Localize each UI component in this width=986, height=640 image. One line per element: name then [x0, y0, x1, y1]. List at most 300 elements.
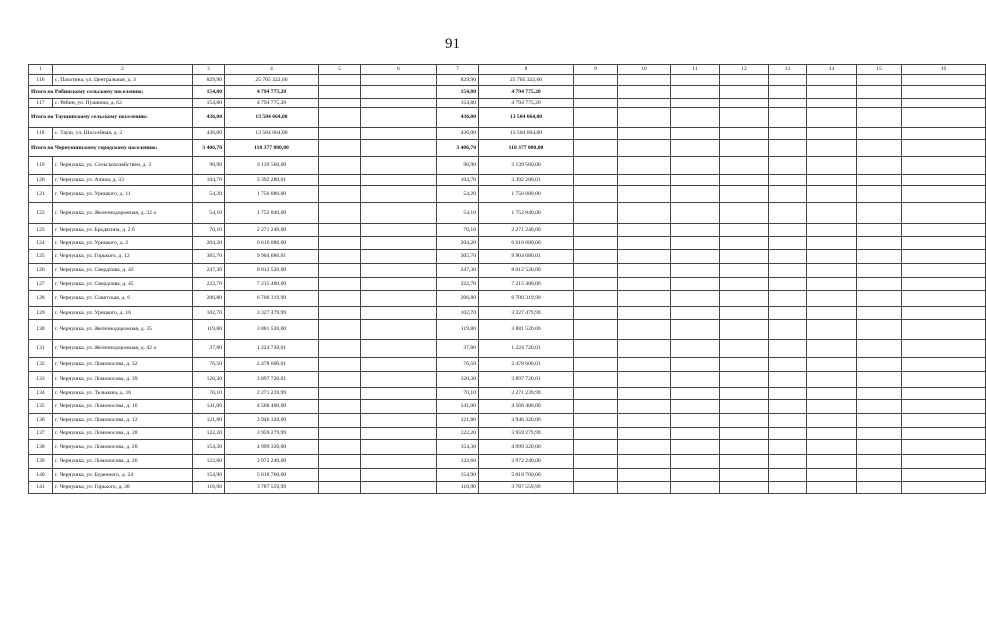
empty-cell: [720, 99, 769, 108]
empty-cell: [618, 358, 671, 372]
area-cell: 96,90: [193, 157, 225, 175]
area-total-cell: 104,70: [437, 175, 479, 186]
empty-cell: [618, 400, 671, 414]
empty-cell: [807, 186, 857, 203]
empty-cell: [361, 340, 437, 358]
table-row: [29, 388, 986, 400]
table-row: [29, 264, 986, 278]
cost-total-cell: 1 752 840,00: [479, 203, 574, 224]
empty-cell: [902, 372, 986, 388]
cost-total-cell: 3 946 320,00: [479, 414, 574, 428]
empty-cell: [618, 99, 671, 108]
empty-cell: [574, 291, 618, 307]
empty-cell: [574, 440, 618, 455]
cost-total-cell: 4 568 400,00: [479, 400, 574, 414]
empty-cell: [807, 388, 857, 400]
empty-cell: [319, 175, 361, 186]
table-row: [29, 175, 986, 186]
empty-cell: [857, 340, 902, 358]
cost-cell: 9 904 680,01: [225, 250, 319, 264]
empty-cell: [902, 86, 986, 99]
area-total-cell: 154,80: [437, 99, 479, 108]
cost-cell: 8 012 520,00: [225, 264, 319, 278]
column-number-cell: 1: [29, 65, 53, 75]
empty-cell: [361, 358, 437, 372]
address-cell: г. Чернушка, ул. Железнодорожная, д. 42 а: [53, 340, 193, 358]
empty-cell: [671, 128, 720, 140]
cost-cell: 3 959 279,99: [225, 428, 319, 440]
area-total-cell: 54,10: [437, 203, 479, 224]
empty-cell: [857, 388, 902, 400]
cost-total-cell: 3 959 279,99: [479, 428, 574, 440]
empty-cell: [769, 86, 807, 99]
cost-cell: 3 787 559,99: [225, 482, 319, 494]
address-cell: г. Чернушка, ул. Ломоносова, д. 32: [53, 358, 193, 372]
empty-cell: [319, 307, 361, 320]
empty-cell: [720, 224, 769, 237]
area-cell: 122,60: [193, 455, 225, 469]
empty-cell: [769, 203, 807, 224]
empty-cell: [902, 203, 986, 224]
address-cell: г. Чернушка, ул. Свердлова, д. 45: [53, 278, 193, 291]
table-row: [29, 340, 986, 358]
empty-cell: [319, 250, 361, 264]
subtotal-label-cell: Итого по Чернушинскому городскому поселению:: [29, 140, 193, 157]
address-cell: г. Чернушка, ул. Ломоносова, д. 28: [53, 428, 193, 440]
empty-cell: [720, 482, 769, 494]
column-number-cell: 9: [574, 65, 618, 75]
area-total-cell: 70,10: [437, 224, 479, 237]
empty-cell: [574, 99, 618, 108]
row-number-cell: 118: [29, 128, 53, 140]
empty-cell: [857, 237, 902, 250]
address-cell: г. Чернушка, ул. Ачина, д. 33: [53, 175, 193, 186]
empty-cell: [671, 75, 720, 86]
empty-cell: [720, 340, 769, 358]
empty-cell: [857, 291, 902, 307]
empty-cell: [769, 372, 807, 388]
empty-cell: [671, 372, 720, 388]
empty-cell: [319, 469, 361, 482]
cost-total-cell: 5 018 760,00: [479, 469, 574, 482]
cost-cell: 3 327 479,99: [225, 307, 319, 320]
empty-cell: [807, 469, 857, 482]
empty-cell: [769, 224, 807, 237]
empty-cell: [574, 108, 618, 128]
empty-cell: [361, 264, 437, 278]
empty-cell: [857, 358, 902, 372]
empty-cell: [807, 108, 857, 128]
row-number-cell: 128: [29, 291, 53, 307]
address-cell: с. Пахотина, ул. Центральная, д. 3: [53, 75, 193, 86]
empty-cell: [361, 250, 437, 264]
empty-cell: [807, 75, 857, 86]
area-cell: 120,30: [193, 372, 225, 388]
empty-cell: [319, 388, 361, 400]
cost-cell: 110 377 080,00: [225, 140, 319, 157]
empty-cell: [769, 186, 807, 203]
empty-cell: [769, 108, 807, 128]
cost-total-cell: 8 012 520,00: [479, 264, 574, 278]
subtotal-label-cell: Итого по Таушинскому сельскому поселению:: [29, 108, 193, 128]
empty-cell: [902, 108, 986, 128]
empty-cell: [319, 440, 361, 455]
area-total-cell: 119,80: [437, 320, 479, 340]
empty-cell: [361, 400, 437, 414]
table-row: [29, 320, 986, 340]
empty-cell: [618, 372, 671, 388]
empty-cell: [319, 203, 361, 224]
area-cell: 305,70: [193, 250, 225, 264]
column-number-cell: 13: [769, 65, 807, 75]
empty-cell: [807, 400, 857, 414]
cost-cell: 4 794 775,20: [225, 99, 319, 108]
empty-cell: [618, 203, 671, 224]
area-total-cell: 204,20: [437, 237, 479, 250]
empty-cell: [361, 237, 437, 250]
empty-cell: [574, 358, 618, 372]
row-number-cell: 129: [29, 307, 53, 320]
cost-total-cell: 3 972 240,00: [479, 455, 574, 469]
empty-cell: [671, 482, 720, 494]
address-cell: г. Чернушка, ул. Ломоносова, д. 20: [53, 440, 193, 455]
empty-cell: [618, 264, 671, 278]
row-number-cell: 126: [29, 264, 53, 278]
empty-cell: [902, 358, 986, 372]
empty-cell: [902, 428, 986, 440]
empty-cell: [574, 482, 618, 494]
area-cell: 154,80: [193, 99, 225, 108]
area-total-cell: 121,80: [437, 414, 479, 428]
empty-cell: [618, 291, 671, 307]
row-number-cell: 136: [29, 414, 53, 428]
empty-cell: [807, 157, 857, 175]
cost-total-cell: 13 504 664,00: [479, 108, 574, 128]
cost-total-cell: 4 794 775,20: [479, 99, 574, 108]
empty-cell: [319, 237, 361, 250]
address-cell: г. Чернушка, ул. Железнодорожная, д. 32 а: [53, 203, 193, 224]
cost-cell: 3 897 720,01: [225, 372, 319, 388]
empty-cell: [807, 99, 857, 108]
empty-cell: [720, 358, 769, 372]
table-row: [29, 237, 986, 250]
area-cell: 3 406,70: [193, 140, 225, 157]
empty-cell: [618, 414, 671, 428]
empty-cell: [769, 175, 807, 186]
cost-cell: 25 705 322,60: [225, 75, 319, 86]
cost-cell: 4 999 320,00: [225, 440, 319, 455]
empty-cell: [361, 175, 437, 186]
empty-cell: [857, 428, 902, 440]
empty-cell: [902, 140, 986, 157]
area-total-cell: 70,10: [437, 388, 479, 400]
cost-cell: 2 478 600,01: [225, 358, 319, 372]
column-number-cell: 8: [479, 65, 574, 75]
empty-cell: [671, 224, 720, 237]
cost-total-cell: 3 327 479,99: [479, 307, 574, 320]
address-cell: г. Чернушка, ул. Ломоносова, д. 12: [53, 414, 193, 428]
empty-cell: [807, 455, 857, 469]
empty-cell: [574, 186, 618, 203]
row-number-cell: 139: [29, 455, 53, 469]
empty-cell: [671, 250, 720, 264]
cost-cell: 7 215 480,00: [225, 278, 319, 291]
empty-cell: [671, 414, 720, 428]
table-row: [29, 291, 986, 307]
empty-cell: [361, 128, 437, 140]
empty-cell: [618, 186, 671, 203]
empty-cell: [720, 75, 769, 86]
empty-cell: [902, 469, 986, 482]
empty-cell: [618, 340, 671, 358]
area-total-cell: 122,20: [437, 428, 479, 440]
cost-cell: 5 018 760,00: [225, 469, 319, 482]
empty-cell: [769, 469, 807, 482]
cost-cell: 1 752 840,00: [225, 203, 319, 224]
empty-cell: [857, 320, 902, 340]
table-row: [29, 203, 986, 224]
empty-cell: [902, 307, 986, 320]
empty-cell: [720, 400, 769, 414]
empty-cell: [857, 203, 902, 224]
empty-cell: [902, 250, 986, 264]
empty-cell: [769, 340, 807, 358]
empty-cell: [671, 400, 720, 414]
empty-cell: [671, 157, 720, 175]
address-cell: с. Тауш, ул. Шоссейная, д. 2: [53, 128, 193, 140]
area-total-cell: 154,30: [437, 440, 479, 455]
area-total-cell: 436,00: [437, 128, 479, 140]
cost-total-cell: 13 504 664,00: [479, 128, 574, 140]
empty-cell: [807, 278, 857, 291]
empty-cell: [574, 469, 618, 482]
area-cell: 154,90: [193, 469, 225, 482]
empty-cell: [769, 414, 807, 428]
empty-cell: [361, 140, 437, 157]
empty-cell: [857, 278, 902, 291]
area-cell: 222,70: [193, 278, 225, 291]
cost-total-cell: 4 999 320,00: [479, 440, 574, 455]
empty-cell: [671, 455, 720, 469]
cost-cell: 3 392 280,01: [225, 175, 319, 186]
empty-cell: [361, 224, 437, 237]
row-number-cell: 130: [29, 320, 53, 340]
cost-total-cell: 3 392 280,01: [479, 175, 574, 186]
address-cell: г. Чернушка, ул. Железнодорожная, д. 35: [53, 320, 193, 340]
empty-cell: [671, 440, 720, 455]
empty-cell: [720, 128, 769, 140]
area-cell: 54,10: [193, 203, 225, 224]
empty-cell: [361, 278, 437, 291]
column-number-cell: 14: [807, 65, 857, 75]
empty-cell: [769, 440, 807, 455]
subtotal-row: [29, 86, 986, 99]
area-total-cell: 102,70: [437, 307, 479, 320]
address-cell: г. Чернушка, ул. Буденного, д. 24: [53, 469, 193, 482]
table-body: [29, 65, 986, 494]
empty-cell: [574, 388, 618, 400]
empty-cell: [902, 224, 986, 237]
empty-cell: [720, 455, 769, 469]
column-number-cell: 15: [857, 65, 902, 75]
empty-cell: [361, 307, 437, 320]
empty-cell: [574, 128, 618, 140]
empty-cell: [769, 428, 807, 440]
subtotal-row: [29, 140, 986, 157]
cost-total-cell: 7 215 480,00: [479, 278, 574, 291]
empty-cell: [769, 482, 807, 494]
table-row: [29, 278, 986, 291]
empty-cell: [902, 237, 986, 250]
empty-cell: [807, 428, 857, 440]
cost-cell: 1 756 080,00: [225, 186, 319, 203]
address-cell: г. Чернушка, ул. Урицкого, д. 2: [53, 237, 193, 250]
empty-cell: [671, 175, 720, 186]
empty-cell: [574, 140, 618, 157]
empty-cell: [769, 455, 807, 469]
address-cell: с. Рябин, ул. Пушкина, д. 62: [53, 99, 193, 108]
row-number-cell: 125: [29, 250, 53, 264]
empty-cell: [902, 99, 986, 108]
empty-cell: [857, 264, 902, 278]
empty-cell: [807, 175, 857, 186]
empty-cell: [769, 99, 807, 108]
empty-cell: [720, 414, 769, 428]
area-total-cell: 222,70: [437, 278, 479, 291]
empty-cell: [361, 75, 437, 86]
empty-cell: [902, 400, 986, 414]
area-cell: 829,90: [193, 75, 225, 86]
empty-cell: [319, 140, 361, 157]
area-total-cell: 76,50: [437, 358, 479, 372]
empty-cell: [902, 264, 986, 278]
empty-cell: [618, 224, 671, 237]
empty-cell: [361, 455, 437, 469]
empty-cell: [574, 250, 618, 264]
empty-cell: [574, 372, 618, 388]
cost-total-cell: 3 787 559,99: [479, 482, 574, 494]
empty-cell: [361, 428, 437, 440]
table-row: [29, 372, 986, 388]
row-number-cell: 116: [29, 75, 53, 86]
cost-cell: 1 224 720,01: [225, 340, 319, 358]
row-number-cell: 131: [29, 340, 53, 358]
empty-cell: [319, 157, 361, 175]
empty-cell: [618, 75, 671, 86]
area-cell: 102,70: [193, 307, 225, 320]
column-number-row: [29, 65, 986, 75]
property-table: [28, 64, 986, 494]
address-cell: г. Чернушка, ул. Урицкого, д. 11: [53, 186, 193, 203]
empty-cell: [807, 320, 857, 340]
empty-cell: [902, 482, 986, 494]
area-total-cell: 305,70: [437, 250, 479, 264]
column-number-cell: 6: [361, 65, 437, 75]
empty-cell: [618, 157, 671, 175]
empty-cell: [671, 291, 720, 307]
area-cell: 141,00: [193, 400, 225, 414]
empty-cell: [720, 108, 769, 128]
empty-cell: [720, 175, 769, 186]
empty-cell: [671, 278, 720, 291]
empty-cell: [361, 482, 437, 494]
empty-cell: [618, 320, 671, 340]
cost-total-cell: 1 756 080,00: [479, 186, 574, 203]
empty-cell: [319, 400, 361, 414]
empty-cell: [720, 157, 769, 175]
cost-total-cell: 6 700 319,99: [479, 291, 574, 307]
row-number-cell: 140: [29, 469, 53, 482]
table-row: [29, 482, 986, 494]
area-cell: 154,30: [193, 440, 225, 455]
empty-cell: [857, 75, 902, 86]
empty-cell: [618, 140, 671, 157]
area-total-cell: 96,90: [437, 157, 479, 175]
empty-cell: [361, 108, 437, 128]
row-number-cell: 117: [29, 99, 53, 108]
table-row: [29, 428, 986, 440]
table-row: [29, 400, 986, 414]
empty-cell: [769, 157, 807, 175]
column-number-cell: 11: [671, 65, 720, 75]
empty-cell: [671, 108, 720, 128]
area-cell: 116,90: [193, 482, 225, 494]
table-row: [29, 250, 986, 264]
empty-cell: [319, 186, 361, 203]
empty-cell: [574, 400, 618, 414]
row-number-cell: 141: [29, 482, 53, 494]
empty-cell: [319, 291, 361, 307]
empty-cell: [618, 86, 671, 99]
empty-cell: [618, 175, 671, 186]
empty-cell: [574, 278, 618, 291]
row-number-cell: 123: [29, 224, 53, 237]
empty-cell: [720, 291, 769, 307]
table-row: [29, 414, 986, 428]
row-number-cell: 134: [29, 388, 53, 400]
area-total-cell: 829,90: [437, 75, 479, 86]
empty-cell: [671, 358, 720, 372]
column-number-cell: 5: [319, 65, 361, 75]
empty-cell: [769, 320, 807, 340]
subtotal-label-cell: Итого по Рябинскому сельскому поселению:: [29, 86, 193, 99]
area-total-cell: 154,90: [437, 469, 479, 482]
empty-cell: [671, 264, 720, 278]
empty-cell: [769, 128, 807, 140]
column-number-cell: 3: [193, 65, 225, 75]
area-cell: 436,00: [193, 108, 225, 128]
empty-cell: [857, 99, 902, 108]
empty-cell: [902, 278, 986, 291]
empty-cell: [671, 203, 720, 224]
column-number-cell: 16: [902, 65, 986, 75]
empty-cell: [319, 340, 361, 358]
cost-cell: 2 271 240,00: [225, 224, 319, 237]
empty-cell: [319, 99, 361, 108]
area-cell: 436,00: [193, 128, 225, 140]
empty-cell: [807, 250, 857, 264]
empty-cell: [857, 482, 902, 494]
empty-cell: [361, 186, 437, 203]
area-total-cell: 206,80: [437, 291, 479, 307]
empty-cell: [902, 440, 986, 455]
empty-cell: [361, 414, 437, 428]
empty-cell: [319, 455, 361, 469]
empty-cell: [618, 455, 671, 469]
empty-cell: [720, 186, 769, 203]
empty-cell: [319, 108, 361, 128]
empty-cell: [574, 428, 618, 440]
